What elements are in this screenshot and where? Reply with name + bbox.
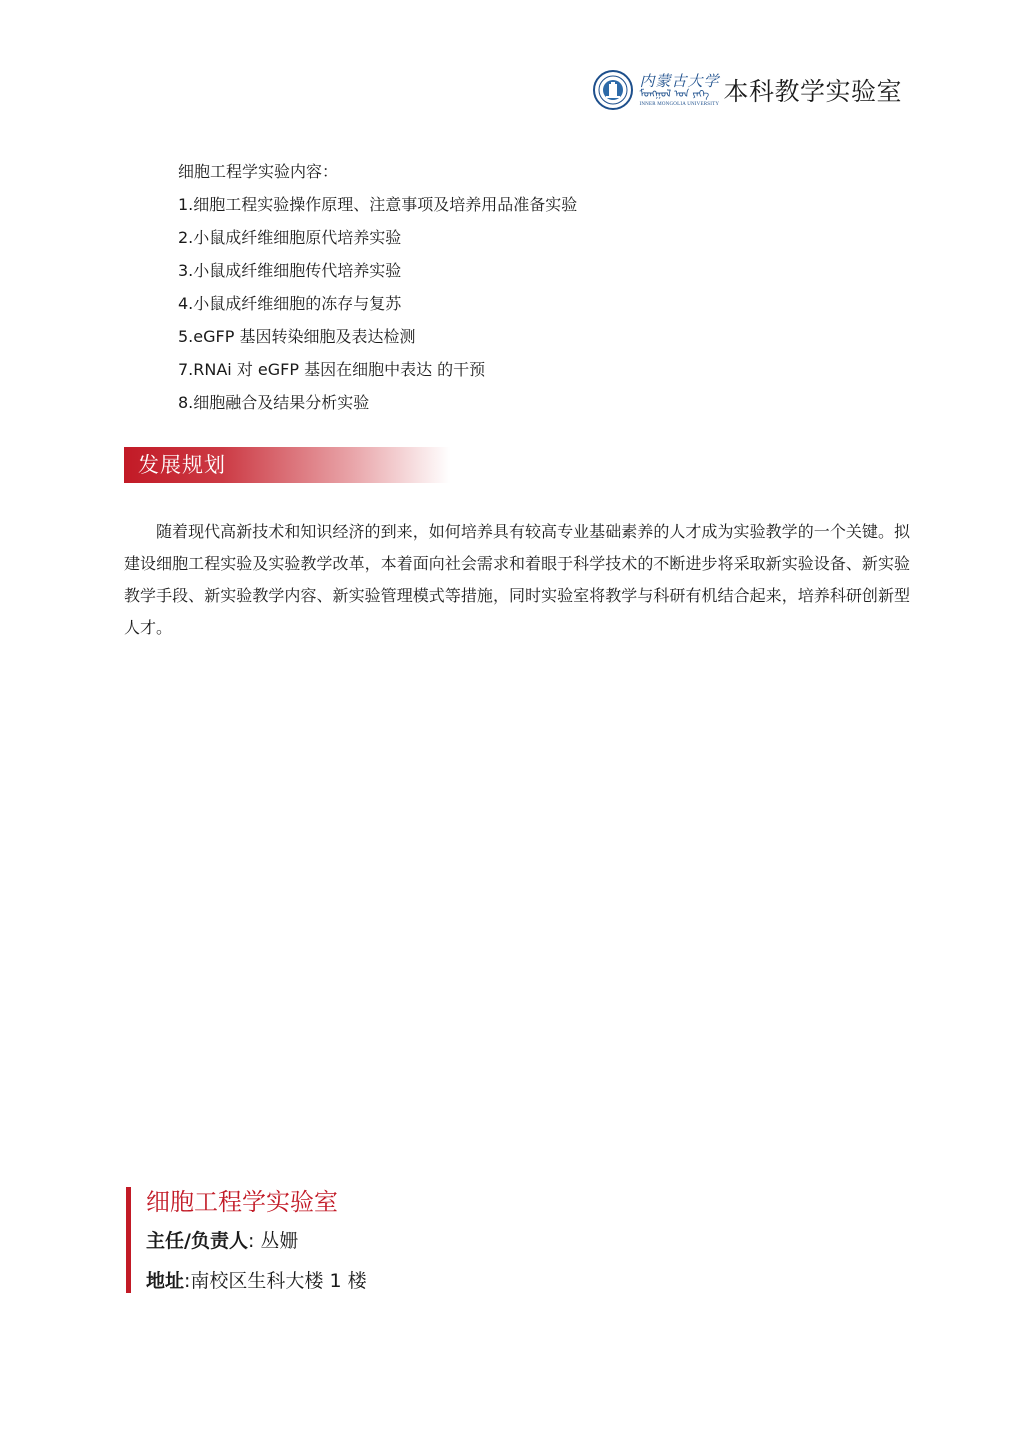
director-line bbox=[146, 1224, 298, 1258]
director-label: 主任/负责人 bbox=[146, 1230, 248, 1252]
content-heading: 细胞工程学实验内容： bbox=[178, 162, 339, 181]
address-line bbox=[146, 1264, 367, 1298]
list-item: 2.小鼠成纤维细胞原代培养实验 bbox=[178, 228, 402, 247]
footer-accent-bar bbox=[126, 1187, 131, 1293]
header-title: 本科教学实验室 bbox=[723, 77, 902, 106]
university-logo bbox=[593, 70, 723, 110]
logo-english-text: INNER MONGOLIA UNIVERSITY bbox=[639, 101, 720, 107]
logo-mongolian-text: ᠮᠣᠩᠭᠣᠯ ᠤᠨ ᠶᠡᠬᠡ bbox=[639, 88, 710, 100]
list-item: 1.细胞工程实验操作原理、注意事项及培养用品准备实验 bbox=[178, 195, 578, 214]
experiment-content bbox=[178, 155, 577, 419]
section-header-bar bbox=[124, 447, 450, 483]
logo-script-text: 内蒙古大学 bbox=[639, 71, 720, 90]
list-item: 8.细胞融合及结果分析实验 bbox=[178, 393, 370, 412]
list-item: 4.小鼠成纤维细胞的冻存与复苏 bbox=[178, 294, 402, 313]
address-value: 南校区生科大楼 1 楼 bbox=[190, 1270, 367, 1292]
list-item: 5.eGFP 基因转染细胞及表达检测 bbox=[178, 327, 416, 346]
development-plan-paragraph: 随着现代高新技术和知识经济的到来，如何培养具有较高专业基础素养的人才成为实验教学的一个关键。拟建设细胞工程实验及实验教学改革，本着面向社会需求和着眼于科学技术的不断进步将采取新实验设备、新实验教学手段、新实验教学内容、新实验管理模式等措施，同时实验室将教学与科研有机结合起来，培养科研创新型人才。 bbox=[124, 522, 910, 637]
list-item: 3.小鼠成纤维细胞传代培养实验 bbox=[178, 261, 402, 280]
page-header bbox=[593, 70, 902, 110]
director-value: 丛姗 bbox=[260, 1230, 299, 1252]
address-separator: : bbox=[184, 1270, 191, 1292]
lab-name: 细胞工程学实验室 bbox=[146, 1188, 338, 1216]
list-item: 7.RNAi 对 eGFP 基因在细胞中表达 的干预 bbox=[178, 360, 486, 379]
logo-wordmark bbox=[639, 73, 719, 108]
section-title: 发展规划 bbox=[138, 453, 226, 477]
address-label: 地址 bbox=[146, 1270, 185, 1292]
university-seal-icon bbox=[593, 70, 633, 110]
director-separator: : bbox=[247, 1230, 261, 1252]
